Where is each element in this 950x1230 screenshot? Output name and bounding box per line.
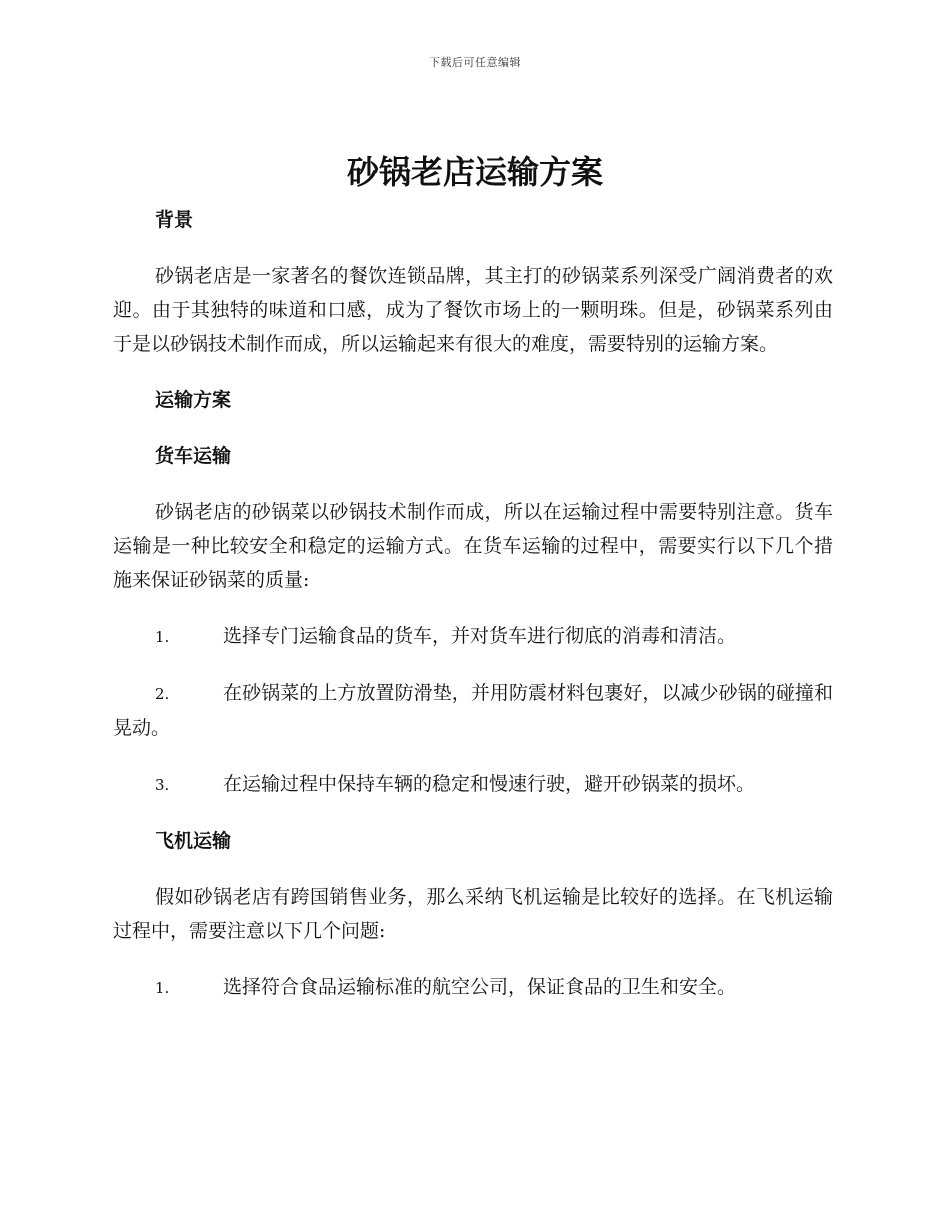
list-item-text: 在砂锅菜的上方放置防滑垫，并用防震材料包裹好，以减少砂锅的碰撞和晃动。 bbox=[113, 682, 833, 739]
section-heading-transport-plan: 运输方案 bbox=[155, 389, 232, 411]
paragraph-background: 砂锅老店是一家著名的餐饮连锁品牌，其主打的砂锅菜系列深受广阔消费者的欢迎。由于其独特的味道和口感，成为了餐饮市场上的一颗明珠。但是，砂锅菜系列由于是以砂锅技术制作而成，所以运输起来有很大的难度，需要特别的运输方案。 bbox=[113, 265, 833, 355]
list-number: 3. bbox=[155, 776, 170, 794]
subsection-heading-truck: 货车运输 bbox=[155, 445, 232, 467]
subsection-heading-plane: 飞机运输 bbox=[155, 830, 232, 852]
list-item bbox=[113, 767, 833, 802]
list-item bbox=[113, 676, 833, 745]
list-number: 1. bbox=[155, 628, 170, 646]
list-item-text: 选择专门运输食品的货车，并对货车进行彻底的消毒和清洁。 bbox=[223, 625, 737, 647]
page-header-note: 下载后可任意编辑 bbox=[429, 56, 521, 69]
list-item-text: 在运输过程中保持车辆的稳定和慢速行驶，避开砂锅菜的损坏。 bbox=[223, 773, 756, 795]
paragraph-plane: 假如砂锅老店有跨国销售业务，那么采纳飞机运输是比较好的选择。在飞机运输过程中，需要注意以下几个问题: bbox=[113, 886, 833, 942]
list-number: 2. bbox=[155, 685, 170, 703]
list-item bbox=[113, 619, 833, 654]
list-item bbox=[113, 970, 833, 1005]
document-body bbox=[113, 203, 833, 1027]
document-title: 砂锅老店运输方案 bbox=[346, 153, 603, 191]
section-heading-background: 背景 bbox=[155, 209, 194, 231]
list-item-text: 选择符合食品运输标准的航空公司，保证食品的卫生和安全。 bbox=[223, 976, 737, 998]
list-number: 1. bbox=[155, 979, 170, 997]
paragraph-truck: 砂锅老店的砂锅菜以砂锅技术制作而成，所以在运输过程中需要特别注意。货车运输是一种比较安全和稳定的运输方式。在货车运输的过程中，需要实行以下几个措施来保证砂锅菜的质量: bbox=[113, 501, 833, 591]
